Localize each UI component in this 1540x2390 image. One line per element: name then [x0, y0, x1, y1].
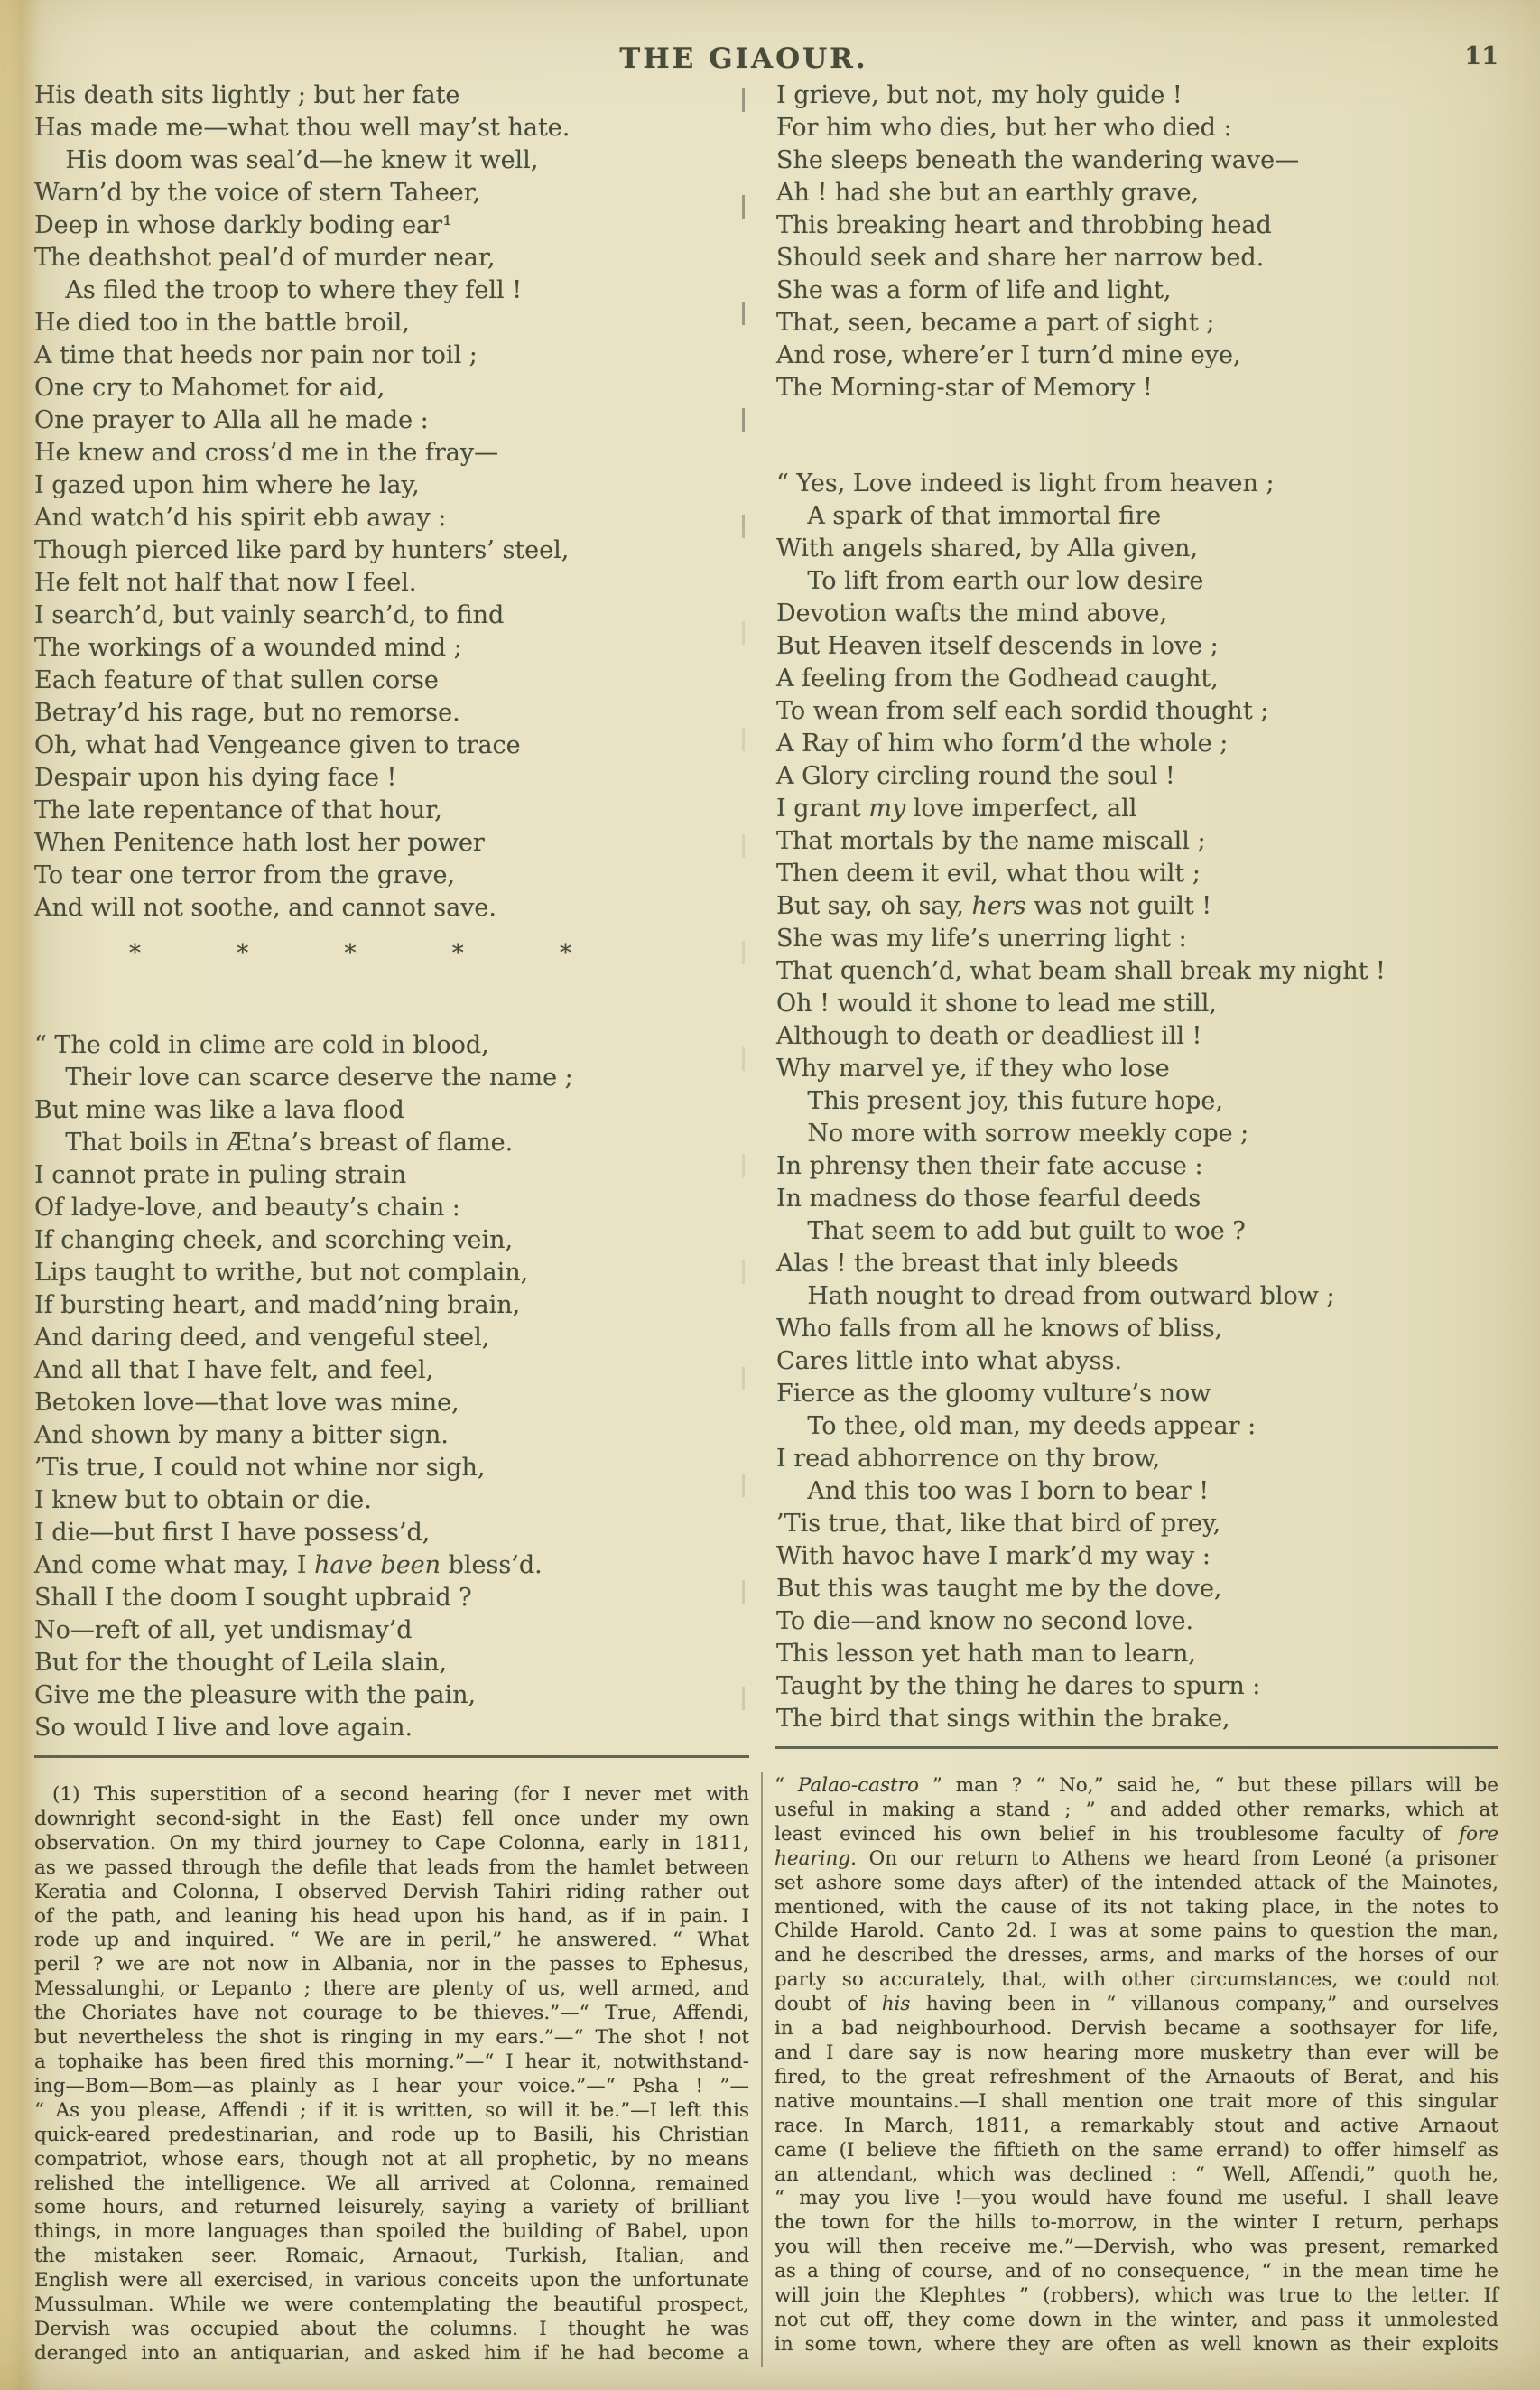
footnote-line: an attendant, which was declined : “ Well, Affendi,” quoth he,: [775, 2162, 1498, 2186]
footnote-line: “ may you live !—you would have found me useful. I shall leave: [775, 2187, 1498, 2210]
poem-line: The Morning-star of Memory !: [776, 374, 1153, 402]
footnote-line: will join the Klephtes ” (robbers), which was true to the letter. If: [775, 2284, 1498, 2308]
poem-line: The bird that sings within the brake,: [776, 1705, 1230, 1733]
footnote-column-left: [34, 1755, 749, 2367]
footnote-line: Childe Harold. Canto 2d. I was at some pains to question the man,: [775, 1920, 1498, 1943]
footnote-line: the Choriates have not courage to be thieves.”—“ True, Affendi,: [34, 2002, 749, 2025]
footnote-line: Messalunghi, or Lepanto ; there are plenty of us, well armed, and: [34, 1977, 749, 2001]
poem-line: Oh, what had Vengeance given to trace: [34, 731, 521, 759]
poem-line: Oh ! would it shone to lead me still,: [776, 990, 1217, 1018]
poem-line: ’Tis true, that, like that bird of prey,: [776, 1510, 1221, 1538]
poem-line: I cannot prate in puling strain: [34, 1161, 407, 1189]
poem-line: And this too was I born to bear !: [776, 1477, 1210, 1505]
footnote-line: rode up and inquired. “ We are in peril,” he answered. “ What: [34, 1929, 749, 1952]
poem-line: This present joy, this future hope,: [776, 1087, 1223, 1115]
poem-column-left: [34, 79, 740, 1744]
footnote-line: race. In March, 1811, a remarkably stout and active Arnaout: [775, 2114, 1498, 2137]
poem-line: Warn’d by the voice of stern Taheer,: [34, 179, 481, 207]
poem-line: Devotion wafts the mind above,: [776, 600, 1168, 628]
footnote-line: and I dare say is now hearing more musketry than ever will be: [775, 2041, 1498, 2064]
poem-line: I gazed upon him where he lay,: [34, 471, 420, 499]
asterisk: *: [237, 940, 249, 967]
poem-line: But this was taught me by the dove,: [776, 1575, 1222, 1603]
poem-line: The deathshot peal’d of murder near,: [34, 244, 496, 272]
poem-line: But for the thought of Leila slain,: [34, 1649, 448, 1677]
footnote-text: [775, 1774, 1498, 2357]
poem-line: As filed the troop to where they fell !: [34, 276, 523, 304]
footnote-line: (1) This superstition of a second hearing (for I never met with: [52, 1783, 749, 1806]
footnote-line: peril ? we are not now in Albania, nor in the passes to Ephesus,: [34, 1953, 749, 1976]
poem-line: But Heaven itself descends in love ;: [776, 632, 1219, 660]
poem-line: Taught by the thing he dares to spurn :: [776, 1672, 1261, 1700]
footnote-line: a tophaike has been fired this morning.”—“ I hear it, notwithstand-: [34, 2050, 749, 2073]
footnote-line: hearing. On our return to Athens we heard from Leoné (a prisoner: [775, 1846, 1498, 1870]
footnote-line: deranged into an antiquarian, and asked him if he had become a: [34, 2341, 749, 2365]
poem-line: A feeling from the Godhead caught,: [776, 665, 1219, 693]
footnote-line: quick-eared predestinarian, and rode up to Basili, his Christian: [34, 2123, 749, 2146]
poem-line: Betray’d his rage, but no remorse.: [34, 699, 460, 727]
poem-line: ’Tis true, I could not whine nor sigh,: [34, 1454, 486, 1482]
footnote-line: English were all exercised, in various conceits upon the unfortunate: [34, 2269, 749, 2292]
poem-line: Of ladye-love, and beauty’s chain :: [34, 1194, 460, 1222]
poem-line: I grieve, but not, my holy guide !: [776, 81, 1183, 109]
poem-line: Despair upon his dying face !: [34, 764, 397, 792]
stanza-separator: [129, 937, 571, 970]
poem-line: “ The cold in clime are cold in blood,: [34, 1031, 489, 1059]
poem-line: I search’d, but vainly search’d, to find: [34, 601, 505, 629]
poem-line: Who falls from all he knows of bliss,: [776, 1315, 1223, 1343]
poem-line: I die—but first I have possess’d,: [34, 1519, 431, 1547]
poem-line: To wean from self each sordid thought ;: [776, 697, 1269, 725]
poem-line: I read abhorrence on thy brow,: [776, 1445, 1161, 1473]
stanza-right-1: [776, 79, 1500, 405]
poem-line: And rose, where’er I turn’d mine eye,: [776, 341, 1241, 369]
poem-line: When Penitence hath lost her power: [34, 829, 485, 857]
poem-line: She was a form of life and light,: [776, 276, 1172, 304]
poem-line: To thee, old man, my deeds appear :: [776, 1412, 1257, 1440]
footnote-line: fired, to the great refreshment of the Arnaouts of Berat, and his: [775, 2065, 1498, 2088]
poem-line: That seem to add but guilt to woe ?: [776, 1217, 1246, 1245]
poem-line: Lips taught to writhe, but not complain,: [34, 1259, 529, 1287]
poem-line: A time that heeds nor pain nor toil ;: [34, 341, 478, 369]
page-title: THE GIAOUR.: [619, 42, 868, 75]
footnote-text: [34, 1783, 749, 2367]
poem-line: His doom was seal’d—he knew it well,: [34, 146, 539, 174]
poem-line: No—reft of all, yet undismay’d: [34, 1616, 413, 1644]
poem-line: In madness do those fearful deeds: [776, 1185, 1201, 1213]
footnote-line: Mussulman. While we were contemplating the beautiful prospect,: [34, 2293, 749, 2317]
poem-line: And will not soothe, and cannot save.: [34, 894, 496, 922]
poem-line: To lift from earth our low desire: [776, 567, 1204, 595]
poem-line: Although to death or deadliest ill !: [776, 1022, 1202, 1050]
poem-line: Their love can scarce deserve the name ;: [34, 1064, 573, 1092]
poem-line: One cry to Mahomet for aid,: [34, 374, 385, 402]
asterisk: *: [344, 940, 357, 967]
poem-line: This lesson yet hath man to learn,: [776, 1640, 1196, 1668]
poem-line: Cares little into what abyss.: [776, 1347, 1122, 1375]
footnote-line: as we passed through the defile that leads from the hamlet between: [34, 1855, 749, 1879]
column-divider: [742, 88, 745, 1714]
poem-line: His death sits lightly ; but her fate: [34, 81, 460, 109]
footnote-line: the town for the hills to-morrow, in the winter I return, perhaps: [775, 2211, 1498, 2235]
poem-line: Should seek and share her narrow bed.: [776, 244, 1265, 272]
stanza-left-2: [34, 1029, 740, 1744]
footnote-line: the mistaken seer. Romaic, Arnaout, Turkish, Italian, and: [34, 2245, 749, 2268]
asterisk: *: [451, 940, 464, 967]
footnote-line: relished the intelligence. We all arrived at Colonna, remained: [34, 2171, 749, 2195]
footnote-rule: [34, 1755, 749, 1758]
footnote-line: you will then receive me.”—Dervish, who was present, remarked: [775, 2236, 1498, 2259]
footnote-line: useful in making a stand ; ” and added other remarks, which at: [775, 1798, 1498, 1821]
poem-line: And come what may, I have been bless’d.: [34, 1551, 543, 1579]
footnote-line: downright second-sight in the East) fell once under my own: [34, 1807, 749, 1830]
poem-line: If changing cheek, and scorching vein,: [34, 1226, 514, 1254]
poem-line: This breaking heart and throbbing head: [776, 211, 1272, 239]
poem-line: Fierce as the gloomy vulture’s now: [776, 1380, 1211, 1408]
footnote-line: came (I believe the fiftieth on the same errand) to offer himself as: [775, 2138, 1498, 2162]
poem-line: And watch’d his spirit ebb away :: [34, 504, 447, 532]
footnote-line: not cut off, they come down in the winter, and pass it unmolested: [775, 2308, 1498, 2331]
poem-line: And all that I have felt, and feel,: [34, 1356, 434, 1384]
poem-line: And daring deed, and vengeful steel,: [34, 1324, 490, 1352]
asterisk: *: [560, 940, 571, 967]
poem-line: A Glory circling round the soul !: [776, 762, 1175, 790]
footnote-line: Keratia and Colonna, I observed Dervish Tahiri riding rather out: [34, 1880, 749, 1903]
footnote-line: Dervish was occupied about the columns. I thought he was: [34, 2317, 749, 2340]
footnote-line: mentioned, with the cause of its not taking place, in the notes to: [775, 1895, 1498, 1919]
footnote-line: as a thing of course, and of no consequence, “ in the mean time he: [775, 2260, 1498, 2283]
footnote-rule: [775, 1746, 1498, 1749]
footnote-line: “ As you please, Affendi ; if it is written, so will it be.”—I left this: [34, 2098, 749, 2122]
poem-line: Shall I the doom I sought upbraid ?: [34, 1584, 472, 1612]
poem-line: Give me the pleasure with the pain,: [34, 1681, 477, 1709]
poem-line: I knew but to obtain or die.: [34, 1486, 372, 1514]
poem-line: Has made me—what thou well may’st hate.: [34, 114, 571, 142]
poem-line: The workings of a wounded mind ;: [34, 634, 462, 662]
footnote-line: doubt of his having been in “ villanous company,” and ourselves: [775, 1993, 1498, 2016]
footnote-column-right: [775, 1746, 1498, 2357]
poem-line: If bursting heart, and madd’ning brain,: [34, 1291, 521, 1319]
poem-line: But mine was like a lava flood: [34, 1096, 404, 1124]
poem-line: With havoc have I mark’d my way :: [776, 1542, 1211, 1570]
footnote-line: and he described the dresses, arms, and marks of the horses of our: [775, 1944, 1498, 1967]
stanza-right-2: [776, 468, 1500, 1735]
footnote-column-divider: [761, 1772, 763, 2367]
poem-line: A spark of that immortal fire: [776, 502, 1162, 530]
poem-line: Though pierced like pard by hunters’ steel,: [34, 536, 570, 564]
poem-line: No more with sorrow meekly cope ;: [776, 1120, 1249, 1148]
poem-line: She was my life’s unerring light :: [776, 925, 1187, 953]
poem-line: I grant my love imperfect, all: [776, 795, 1137, 823]
footnote-line: ing—Bom—Bom—as plainly as I hear your voice.”—“ Psha ! ”—: [34, 2074, 749, 2097]
poem-line: One prayer to Alla all he made :: [34, 406, 429, 434]
asterisk: *: [129, 940, 141, 967]
poem-line: And shown by many a bitter sign.: [34, 1421, 449, 1449]
stanza-left-1: [34, 79, 740, 925]
poem-line: He felt not half that now I feel.: [34, 569, 417, 597]
poem-line: Alas ! the breast that inly bleeds: [776, 1250, 1179, 1278]
poem-line: Then deem it evil, what thou wilt ;: [776, 860, 1201, 888]
footnote-line: in a bad neighbourhood. Dervish became a soothsayer for life,: [775, 2017, 1498, 2041]
poem-line: Why marvel ye, if they who lose: [776, 1055, 1170, 1083]
poem-line: That boils in Ætna’s breast of flame.: [34, 1129, 514, 1157]
footnote-line: in some town, where they are often as well known as their exploits: [775, 2332, 1498, 2356]
poem-line: He died too in the battle broil,: [34, 309, 410, 337]
footnote-line: compatriot, whose ears, though not at all prophetic, by no means: [34, 2147, 749, 2171]
poem-line: He knew and cross’d me in the fray—: [34, 439, 499, 467]
footnote-line: of the path, and leaning his head upon his hand, as if in pain. I: [34, 1904, 749, 1928]
poem-line: The late repentance of that hour,: [34, 796, 442, 824]
poem-line: A Ray of him who form’d the whole ;: [776, 730, 1229, 758]
footnote-line: things, in more languages than spoiled the building of Babel, upon: [34, 2220, 749, 2244]
poem-line: That quench’d, what beam shall break my night !: [776, 957, 1386, 985]
footnote-line: “ Palao-castro ” man ? “ No,” said he, “ but these pillars will be: [775, 1774, 1498, 1797]
poem-line: But say, oh say, hers was not guilt !: [776, 892, 1212, 920]
footnote-line: but nevertheless the shot is ringing in my ears.”—“ The shot ! not: [34, 2026, 749, 2050]
poem-line: Deep in whose darkly boding ear¹: [34, 211, 452, 239]
page-number: 11: [1464, 42, 1498, 70]
poem-line: Ah ! had she but an earthly grave,: [776, 179, 1200, 207]
poem-line: She sleeps beneath the wandering wave—: [776, 146, 1300, 174]
poem-line: That, seen, became a part of sight ;: [776, 309, 1215, 337]
footnote-line: some hours, and returned leisurely, saying a variety of brilliant: [34, 2196, 749, 2219]
footnote-line: set ashore some days after) of the intended attack of the Mainotes,: [775, 1871, 1498, 1894]
poem-line: For him who dies, but her who died :: [776, 114, 1232, 142]
footnote-line: least evinced his own belief in his troublesome faculty of fore: [775, 1822, 1498, 1846]
poem-line: So would I live and love again.: [34, 1714, 413, 1742]
poem-line: With angels shared, by Alla given,: [776, 535, 1198, 563]
poem-line: Each feature of that sullen corse: [34, 666, 439, 694]
footnote-line: party so accurately, that, with other circumstances, we could not: [775, 1968, 1498, 1992]
poem-column-right: [776, 79, 1500, 1735]
footnote-line: observation. On my third journey to Cape Colonna, early in 1811,: [34, 1831, 749, 1855]
poem-line: In phrensy then their fate accuse :: [776, 1152, 1203, 1180]
footnote-line: native mountains.—I shall mention one trait more of this singular: [775, 2089, 1498, 2113]
poem-line: “ Yes, Love indeed is light from heaven ;: [776, 470, 1275, 498]
poem-line: That mortals by the name miscall ;: [776, 827, 1206, 855]
poem-line: To die—and know no second love.: [776, 1607, 1194, 1635]
poem-line: To tear one terror from the grave,: [34, 861, 456, 889]
poem-line: Hath nought to dread from outward blow ;: [776, 1282, 1335, 1310]
poem-line: Betoken love—that love was mine,: [34, 1389, 459, 1417]
